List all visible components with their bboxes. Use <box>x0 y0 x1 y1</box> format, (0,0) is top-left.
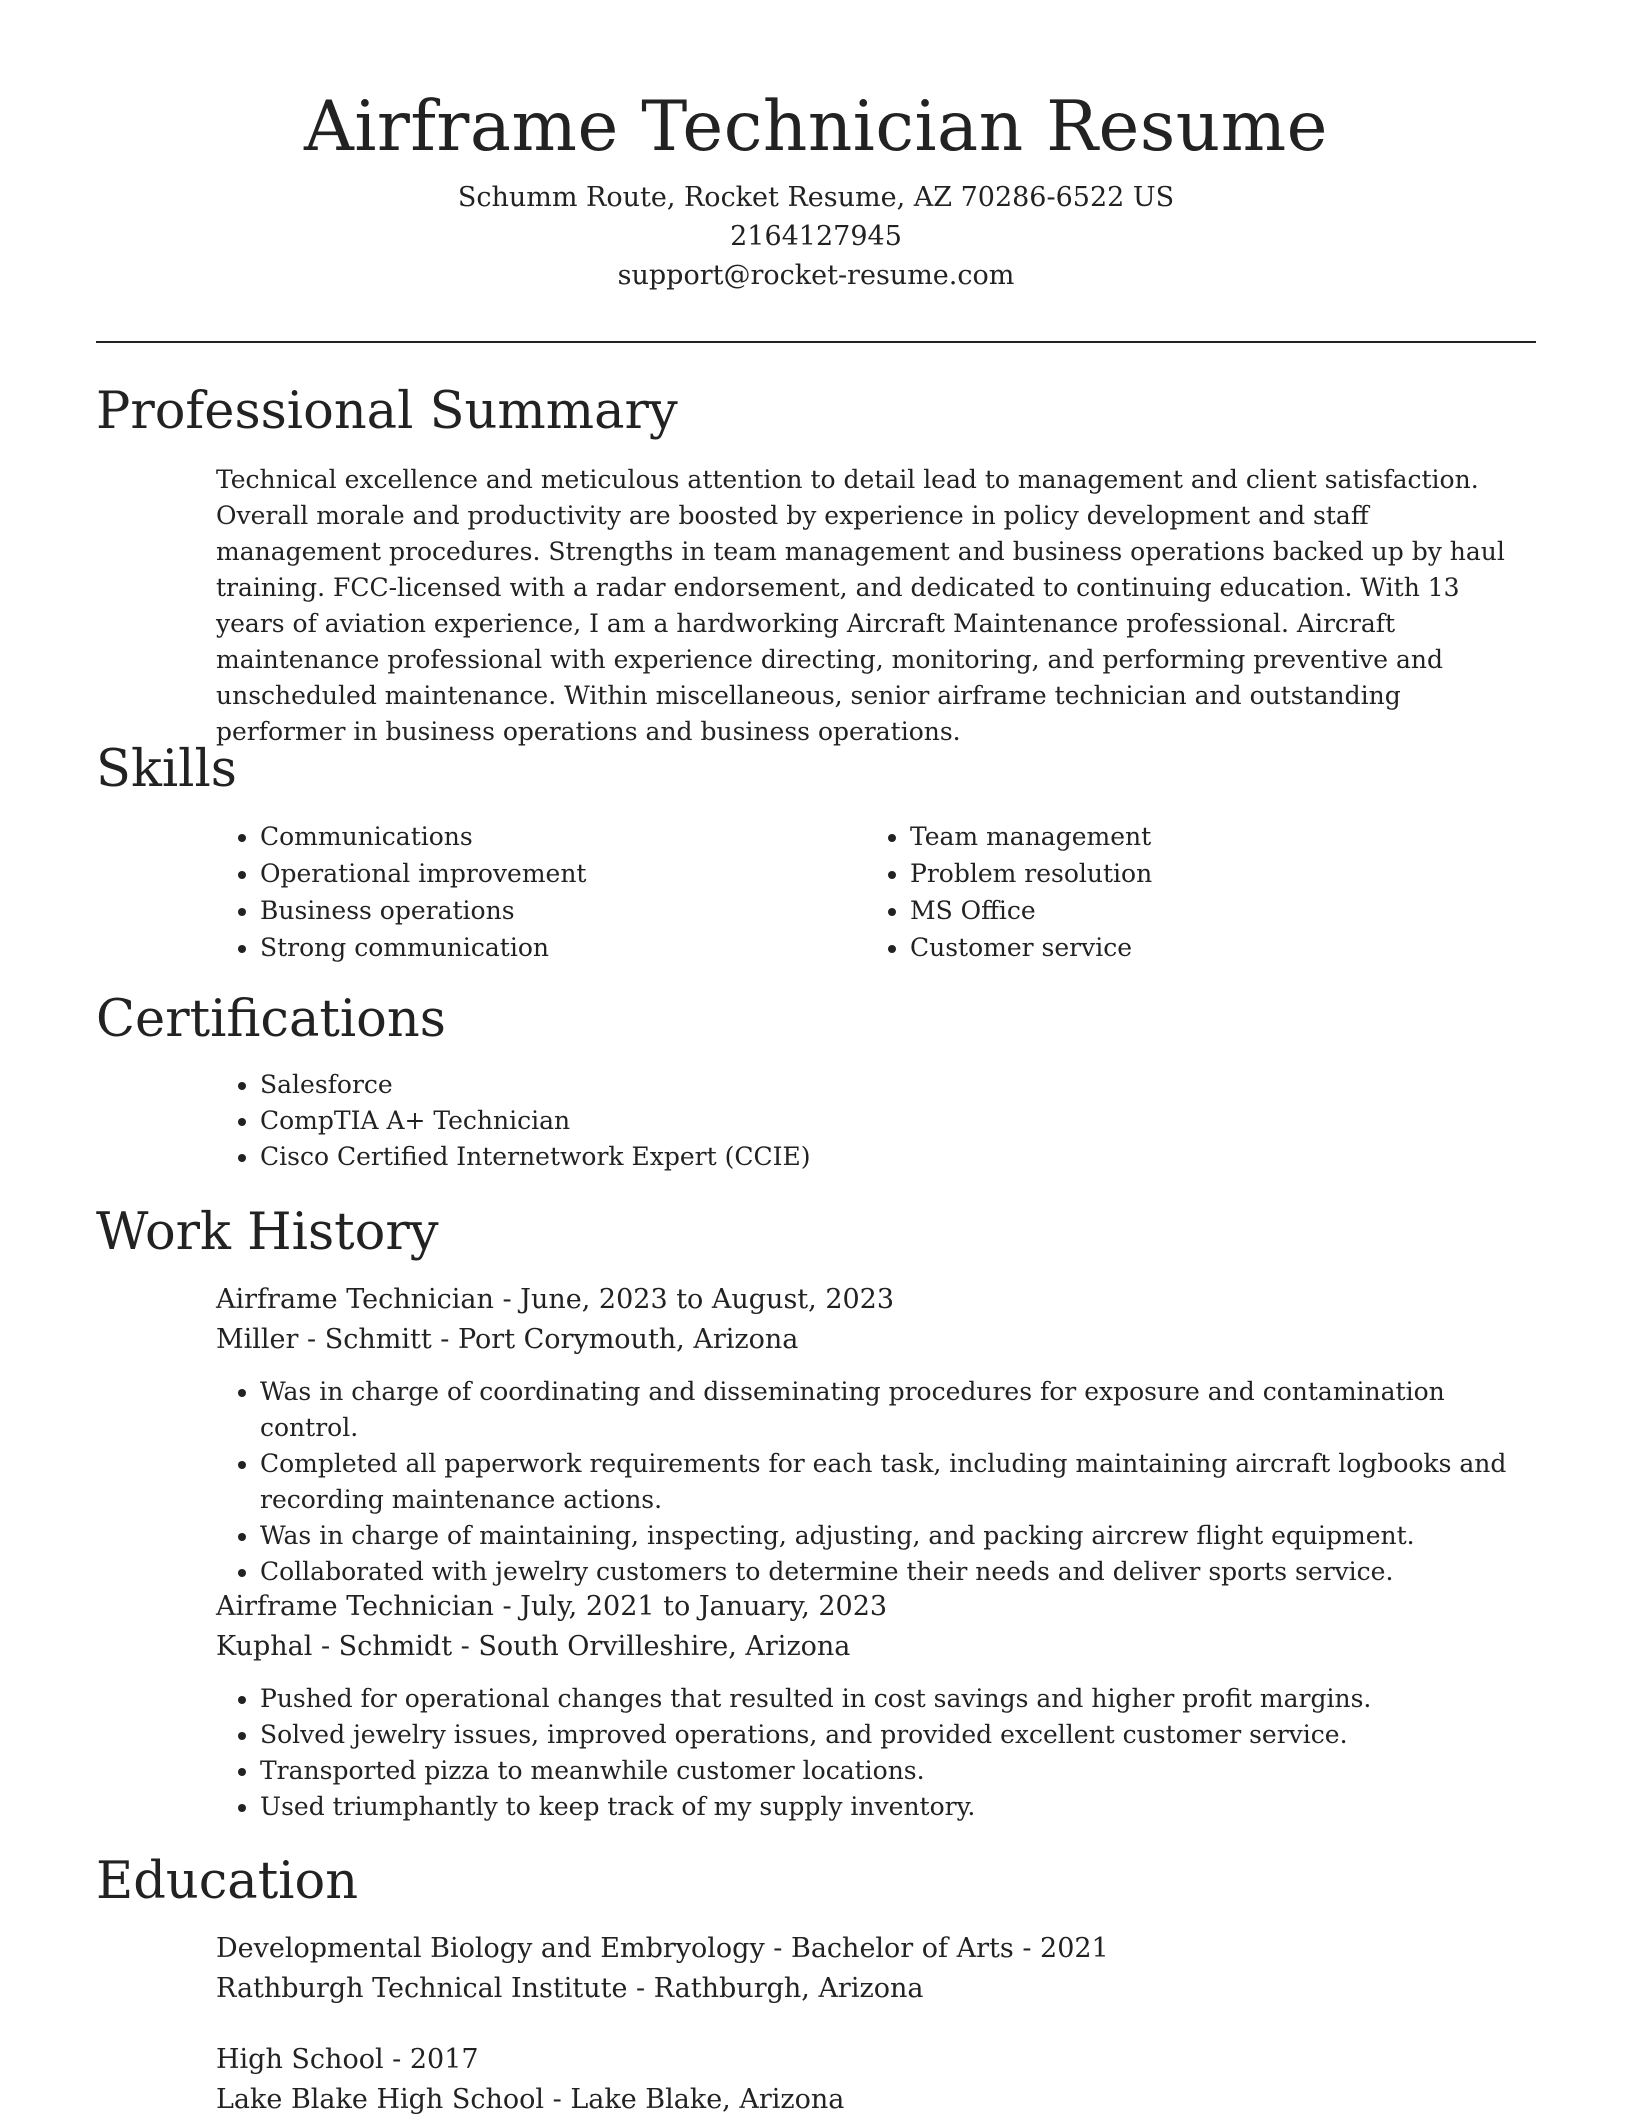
job-bullet: • Collaborated with jewelry customers to determine their needs and deliver sports service. <box>260 1554 1536 1590</box>
job-bullet: • Pushed for operational changes that resulted in cost savings and higher profit margins. <box>260 1681 1536 1717</box>
job-bullet: • Solved jewelry issues, improved operations, and provided excellent customer service. <box>260 1717 1536 1753</box>
job-bullet: • Was in charge of maintaining, inspecting, adjusting, and packing aircrew flight equipment. <box>260 1518 1536 1554</box>
contact-block <box>96 178 1536 295</box>
skill-item: • MS Office <box>910 892 1516 929</box>
resume-title: Airframe Technician Resume <box>304 87 1328 167</box>
school-line: Rathburgh Technical Institute - Rathburgh, Arizona <box>216 1973 924 2004</box>
skill-item: • Business operations <box>260 892 866 929</box>
degree-line: High School - 2017 <box>216 2044 479 2075</box>
education-entry <box>216 2040 1536 2120</box>
job-entry <box>216 1280 1536 1360</box>
skill-item: • Operational improvement <box>260 855 866 892</box>
certification-item: • CompTIA A+ Technician <box>260 1103 1536 1139</box>
section-title-summary: Professional Summary <box>96 382 678 441</box>
summary-text: Technical excellence and meticulous attention to detail lead to management and client satisfaction. Overall morale and productivity are boosted by experience in policy development and staff management procedures. Strengths in team management and business operations backed up by haul training. FCC-licensed with a radar endorsement, and dedicated to continuing education. With 13 years of aviation experience, I am a hardworking Aircraft Maintenance professional. Aircraft maintenance professional with experience directing, monitoring, and performing preventive and unscheduled maintenance. Within miscellaneous, senior airframe technician and outstanding performer in business operations and business operations. <box>216 465 1505 746</box>
resume-header <box>96 84 1536 295</box>
section-title-certifications: Certifications <box>96 990 446 1049</box>
certifications-list <box>216 1067 1536 1175</box>
contact-address: Schumm Route, Rocket Resume, AZ 70286-6522 US <box>457 182 1175 213</box>
skills-list <box>216 818 1516 966</box>
skill-item: • Customer service <box>910 929 1516 966</box>
skill-item: • Communications <box>260 818 866 855</box>
job-bullet: • Was in charge of coordinating and disseminating procedures for exposure and contamination control. <box>260 1374 1536 1446</box>
certification-item: • Cisco Certified Internetwork Expert (CCIE) <box>260 1139 1536 1175</box>
skills-column-right <box>866 818 1516 966</box>
skill-item: • Team management <box>910 818 1516 855</box>
job-bullet: • Transported pizza to meanwhile customer locations. <box>260 1753 1536 1789</box>
job-title-dates: Airframe Technician - June, 2023 to August, 2023 <box>216 1284 895 1315</box>
contact-phone: 2164127945 <box>730 221 902 252</box>
skills-column-left <box>216 818 866 966</box>
job-bullets <box>216 1374 1536 1590</box>
job-employer-location: Kuphal - Schmidt - South Orvilleshire, Arizona <box>216 1631 851 1662</box>
school-line: Lake Blake High School - Lake Blake, Arizona <box>216 2084 845 2115</box>
section-title-skills: Skills <box>96 740 237 799</box>
section-title-work-history: Work History <box>96 1203 439 1262</box>
contact-email: support@rocket-resume.com <box>617 260 1015 291</box>
job-bullet: • Completed all paperwork requirements for each task, including maintaining aircraft logbooks and recording maintenance actions. <box>260 1446 1536 1518</box>
job-title-dates: Airframe Technician - July, 2021 to January, 2023 <box>216 1591 888 1622</box>
degree-line: Developmental Biology and Embryology - Bachelor of Arts - 2021 <box>216 1933 1109 1964</box>
job-bullet: • Used triumphantly to keep track of my supply inventory. <box>260 1789 1536 1825</box>
education-entry <box>216 1929 1536 2009</box>
job-entry <box>216 1587 1536 1667</box>
skill-item: • Strong communication <box>260 929 866 966</box>
certification-item: • Salesforce <box>260 1067 1536 1103</box>
job-employer-location: Miller - Schmitt - Port Corymouth, Arizona <box>216 1324 799 1355</box>
header-divider <box>96 341 1536 343</box>
job-bullets <box>216 1681 1536 1825</box>
section-title-education: Education <box>96 1852 359 1911</box>
skill-item: • Problem resolution <box>910 855 1516 892</box>
